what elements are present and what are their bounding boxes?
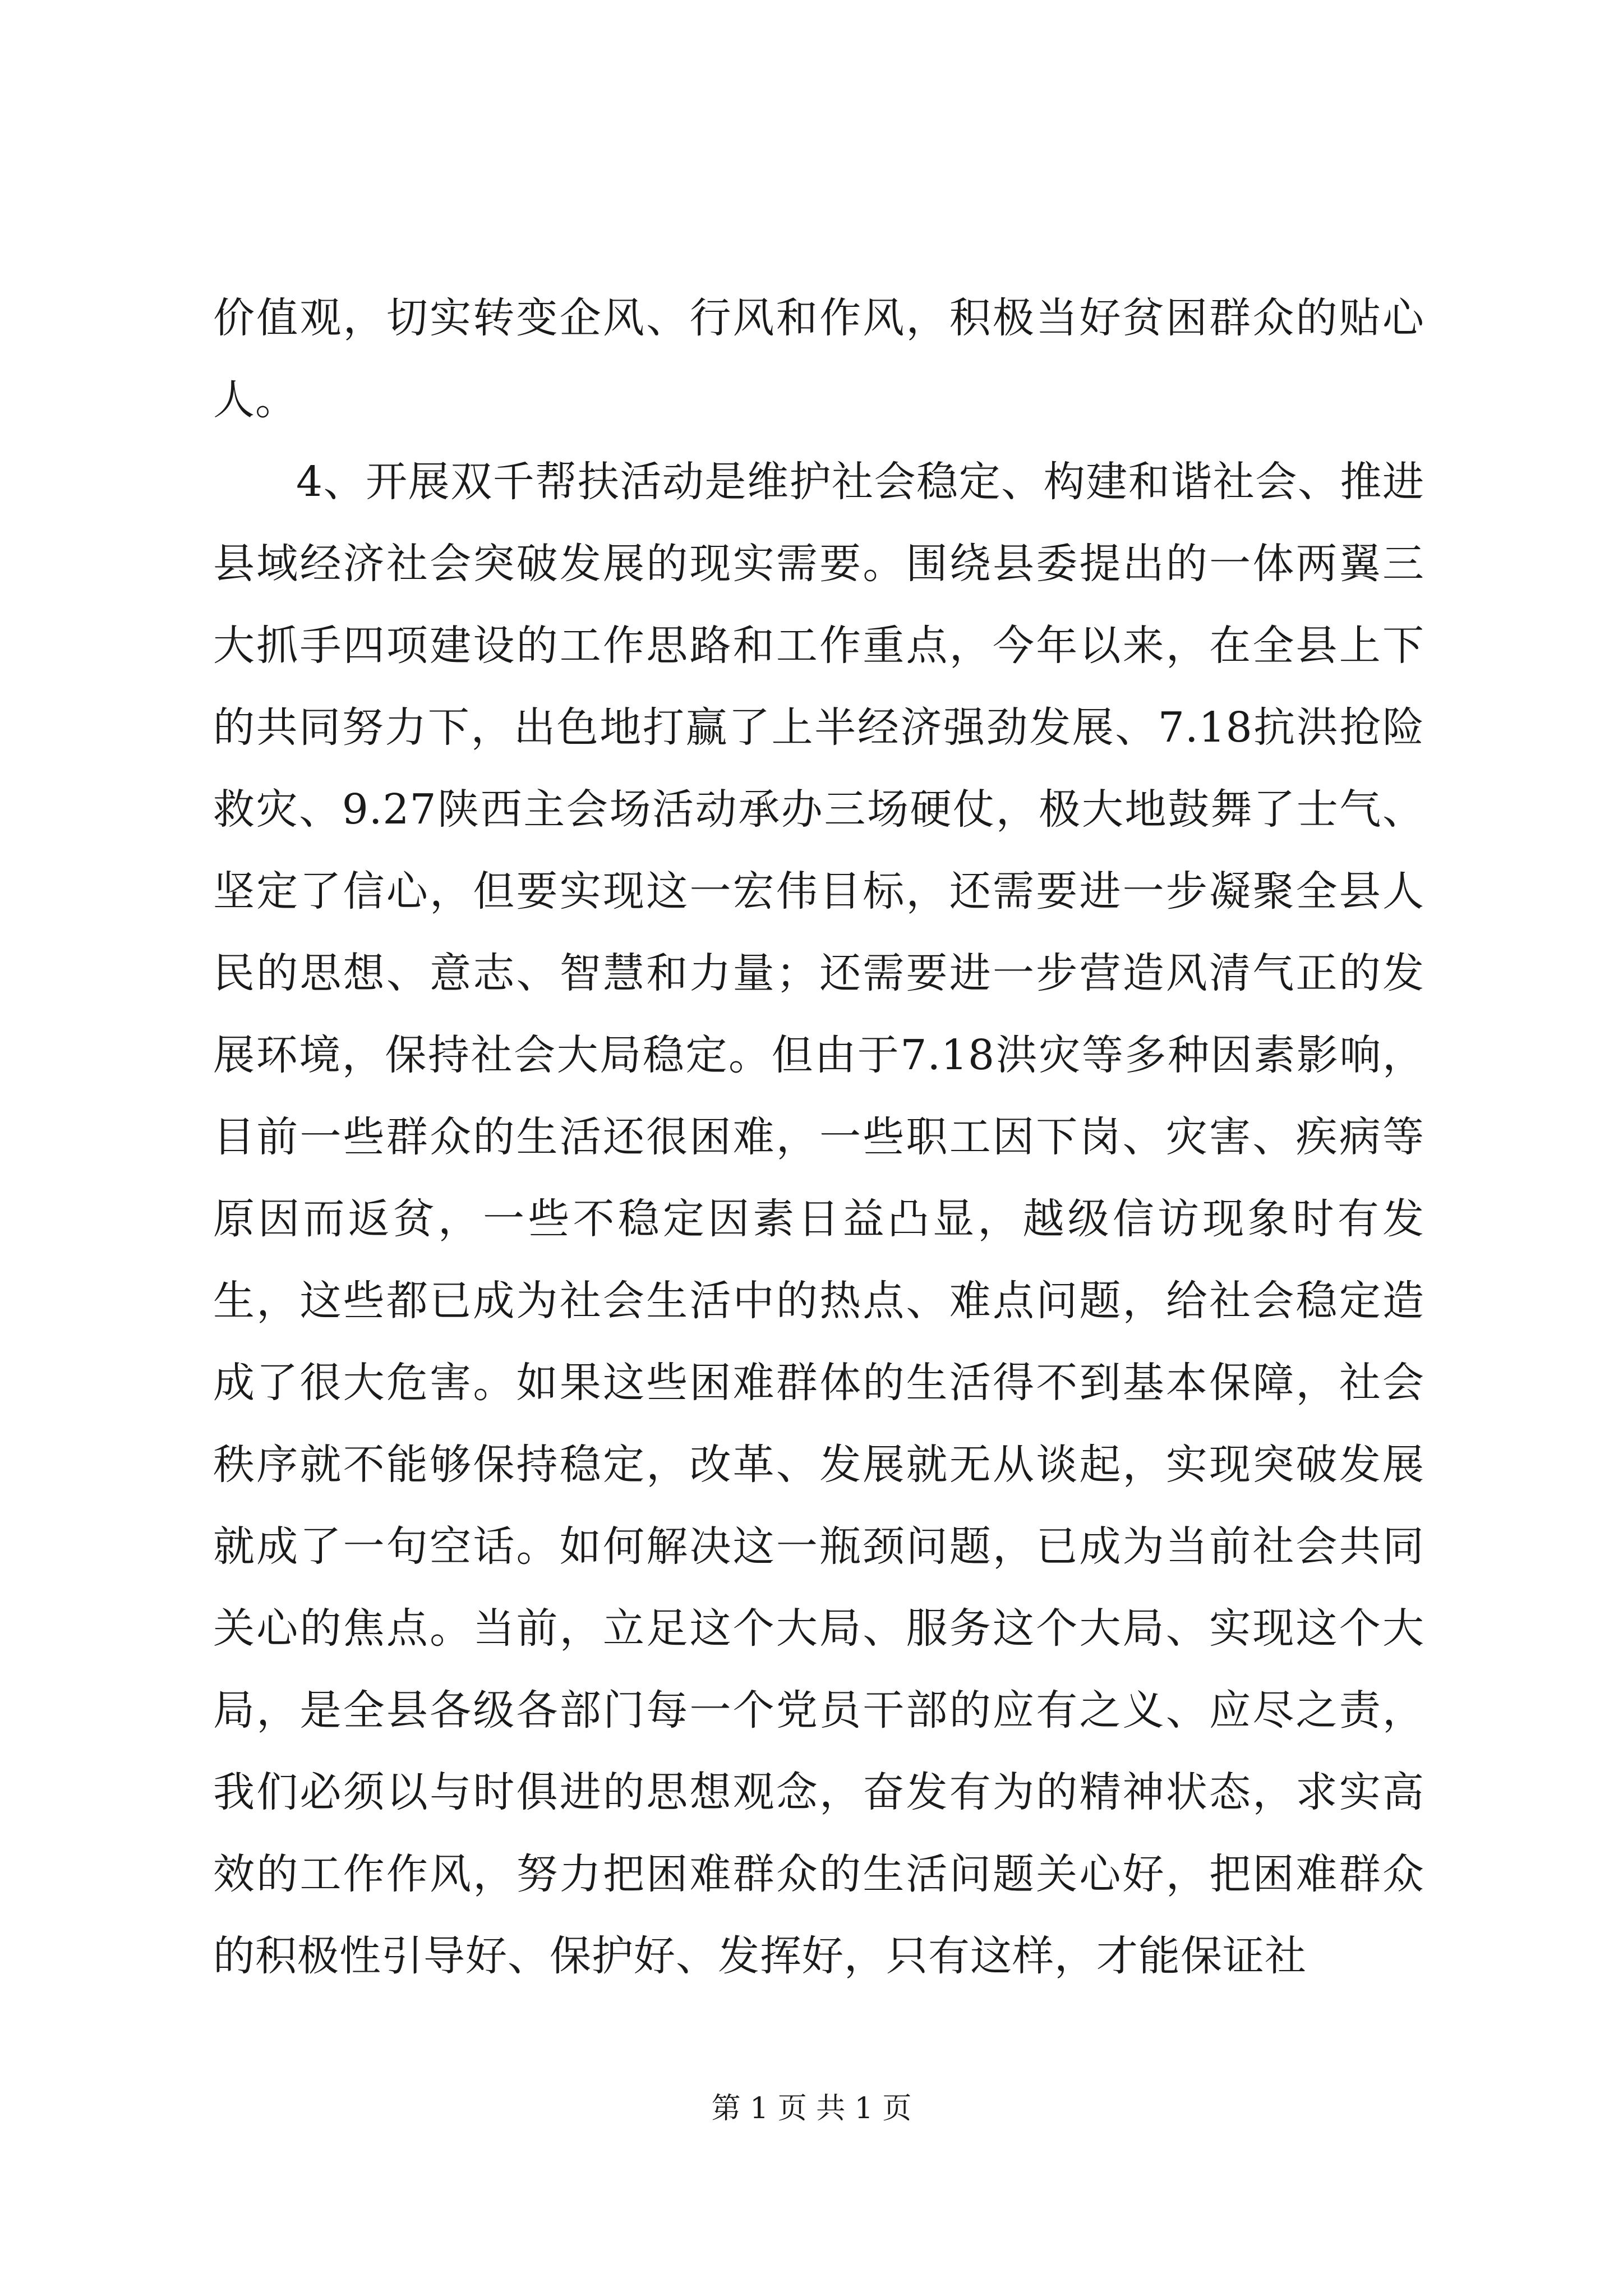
- document-body: [213, 277, 1424, 1997]
- paragraph-continuation: 价值观，切实转变企风、行风和作风，积极当好贫困群众的贴心人。: [213, 294, 1424, 424]
- paragraph-item-4: 4、开展双千帮扶活动是维护社会稳定、构建和谐社会、推进县域经济社会突破发展的现实需要。围绕县委提出的一体两翼三大抓手四项建设的工作思路和工作重点，今年以来，在全县上下的共同努力下，出色地打赢了上半经济强劲发展、7.18抗洪抢险救灾、9.27陕西主会场活动承办三场硬仗，极大地鼓舞了士气、坚定了信心，但要实现这一宏伟目标，还需要进一步凝聚全县人民的思想、意志、智慧和力量；还需要进一步营造风清气正的发展环境，保持社会大局稳定。但由于7.18洪灾等多种因素影响，目前一些群众的生活还很困难，一些职工因下岗、灾害、疾病等原因而返贫，一些不稳定因素日益凸显，越级信访现象时有发生，这些都已成为社会生活中的热点、难点问题，给社会稳定造成了很大危害。如果这些困难群体的生活得不到基本保障，社会秩序就不能够保持稳定，改革、发展就无从谈起，实现突破发展就成了一句空话。如何解决这一瓶颈问题，已成为当前社会共同关心的焦点。当前，立足这个大局、服务这个大局、实现这个大局，是全县各级各部门每一个党员干部的应有之义、应尽之责，我们必须以与时俱进的思想观念，奋发有为的精神状态，求实高效的工作作风，努力把困难群众的生活问题关心好，把困难群众的积极性引导好、保护好、发挥好，只有这样，才能保证社: [213, 458, 1424, 1980]
- page-footer: 第 1 页 共 1 页: [711, 2092, 912, 2125]
